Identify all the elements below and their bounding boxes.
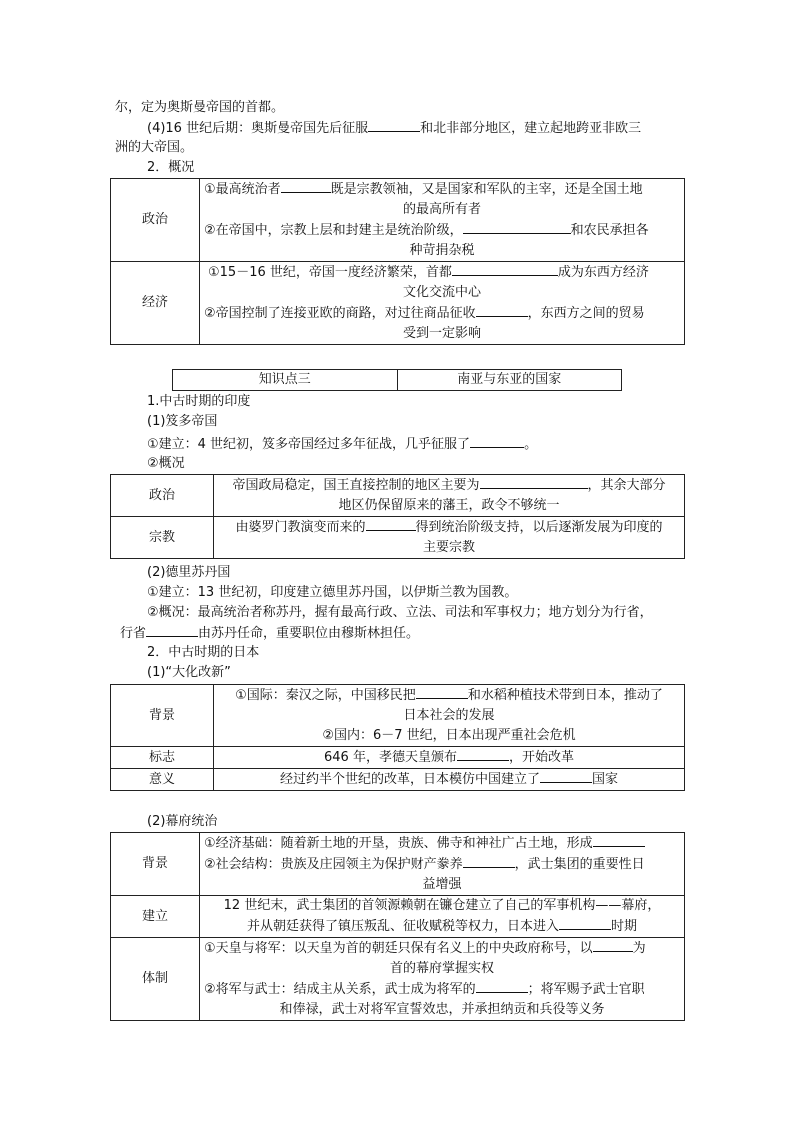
- text-line: ②概况: [147, 456, 185, 471]
- gupta-overview-table: [110, 474, 685, 559]
- knowledge-point-title: 南亚与东亚的国家: [457, 372, 562, 387]
- answer-blank[interactable]: [368, 118, 420, 132]
- row-label: 体制: [111, 938, 200, 1021]
- row-label: 背景: [111, 685, 214, 747]
- table-row: [111, 179, 685, 262]
- row-content: ①最高统治者 既是宗教领袖，又是国家和军队的主宰，还是全国土地 的最高所有者 ②在帝国中，宗教上层和封建主是统治阶级， 和农民承担各 种苛捐杂税: [200, 179, 685, 262]
- intro-line: 尔，定为奥斯曼帝国的首都。: [115, 100, 285, 115]
- row-content: 由婆罗门教演变而来的 得到统治阶级支持，以后逐渐发展为印度的 主要宗教: [214, 517, 685, 559]
- row-content: ①国际：秦汉之际，中国移民把 和水稻种植技术带到日本，推动了 日本社会的发展 ②国内：6－7 世纪，日本出现严重社会危机: [214, 685, 685, 747]
- text-line: ②概况：最高统治者称苏丹，握有最高行政、立法、司法和军事权力；地方划分为行省，: [147, 605, 653, 620]
- answer-blank[interactable]: [452, 262, 558, 276]
- subsection-heading: (1)“大化改新”: [147, 665, 231, 680]
- answer-blank[interactable]: [146, 623, 198, 637]
- section-heading: 2．概况: [147, 160, 195, 175]
- answer-blank[interactable]: [463, 854, 515, 868]
- table-row: [111, 685, 685, 747]
- row-label: 建立: [111, 896, 200, 938]
- knowledge-point-number: 知识点三: [173, 370, 398, 390]
- table-row: [111, 938, 685, 1021]
- answer-blank[interactable]: [470, 434, 524, 448]
- answer-blank[interactable]: [476, 303, 528, 317]
- section-heading: 1.中古时期的印度: [147, 394, 251, 409]
- answer-blank[interactable]: [593, 833, 645, 847]
- subsection-heading: (1)笈多帝国: [147, 414, 218, 429]
- answer-blank[interactable]: [457, 747, 509, 761]
- row-label: 政治: [111, 475, 214, 517]
- shogunate-table: [110, 832, 685, 1021]
- row-content: 帝国政局稳定，国王直接控制的地区主要为 ，其余大部分 地区仍保留原来的藩王，政令不够统一: [214, 475, 685, 517]
- text-line: ①建立：4 世纪初，笈多帝国经过多年征战，几乎征服了 。: [147, 434, 537, 455]
- row-content: 经过约半个世纪的改革，日本模仿中国建立了 国家: [214, 769, 685, 791]
- row-content: ①15－16 世纪，帝国一度经济繁荣，首都 成为东西方经济 文化交流中心 ②帝国控制了连接亚欧的商路，对过往商品征收 ，东西方之间的贸易 受到一定影响: [200, 262, 685, 345]
- answer-blank[interactable]: [593, 938, 633, 952]
- table-row: [111, 747, 685, 769]
- answer-blank[interactable]: [559, 916, 611, 930]
- table-row: [111, 896, 685, 938]
- table-row: [111, 833, 685, 896]
- table-row: [111, 475, 685, 517]
- answer-blank[interactable]: [416, 685, 468, 699]
- text-line: 行省 由苏丹任命，重要职位由穆斯林担任。: [120, 623, 419, 644]
- answer-blank[interactable]: [463, 220, 571, 234]
- row-label: 意义: [111, 769, 214, 791]
- row-label: 宗教: [111, 517, 214, 559]
- table-row: [111, 517, 685, 559]
- answer-blank[interactable]: [540, 769, 592, 783]
- answer-blank[interactable]: [281, 179, 331, 193]
- section-heading: 2．中古时期的日本: [147, 645, 260, 660]
- row-label: 标志: [111, 747, 214, 769]
- subsection-heading: (2)幕府统治: [147, 814, 218, 829]
- intro-line: 洲的大帝国。: [115, 140, 194, 155]
- row-content: ①经济基础：随着新土地的开垦，贵族、佛寺和神社广占土地，形成 ②社会结构：贵族及庄园领主为保护财产豢养 ，武士集团的重要性日 益增强: [200, 833, 685, 896]
- text-line: ①建立：13 世纪初，印度建立德里苏丹国，以伊斯兰教为国教。: [147, 585, 518, 600]
- answer-blank[interactable]: [476, 979, 528, 993]
- subsection-heading: (2)德里苏丹国: [147, 565, 231, 580]
- taika-reform-table: [110, 684, 685, 791]
- row-label: 经济: [111, 262, 200, 345]
- intro-line: (4)16 世纪后期：奥斯曼帝国先后征服 和北非部分地区，建立起地跨亚非欧三: [147, 118, 641, 139]
- table-row: [111, 262, 685, 345]
- answer-blank[interactable]: [366, 517, 416, 531]
- row-content: 646 年，孝德天皇颁布 ，开始改革: [214, 747, 685, 769]
- ottoman-overview-table: [110, 178, 685, 345]
- row-label: 政治: [111, 179, 200, 262]
- table-row: [111, 769, 685, 791]
- knowledge-point-box: [172, 369, 622, 391]
- row-label: 背景: [111, 833, 200, 896]
- row-content: ①天皇与将军：以天皇为首的朝廷只保有名义上的中央政府称号，以 为 首的幕府掌握实权 ②将军与武士：结成主从关系，武士成为将军的 ；将军赐予武士官职 和俸禄，武士对将军宣誓效忠，并承担纳贡和兵役等义务: [200, 938, 685, 1021]
- row-content: 12 世纪末，武士集团的首领源赖朝在镰仓建立了自己的军事机构——幕府， 并从朝廷获得了镇压叛乱、征收赋税等权力，日本进入 时期: [200, 896, 685, 938]
- answer-blank[interactable]: [480, 475, 588, 489]
